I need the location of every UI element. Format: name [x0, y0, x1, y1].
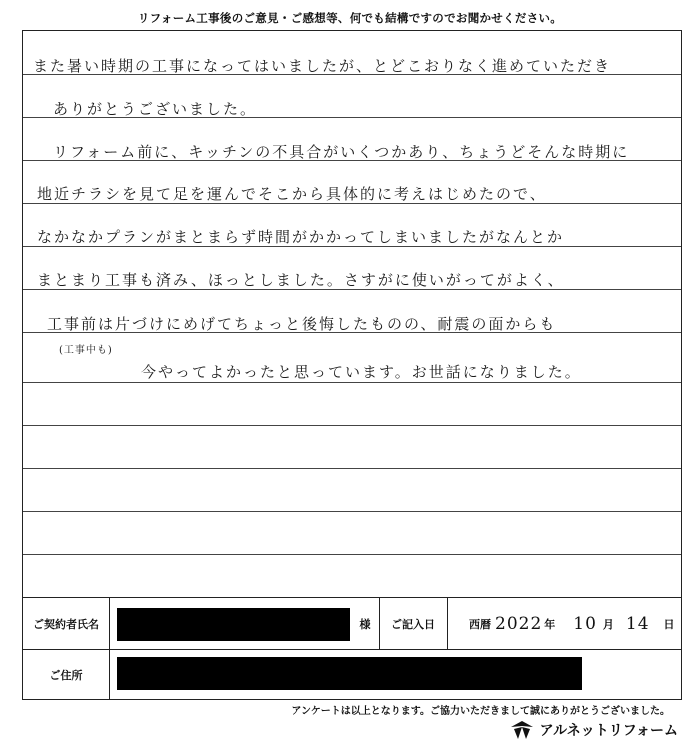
comment-line: また暑い時期の工事になってはいましたが、とどこおりなく進めていただき	[33, 57, 612, 75]
comment-line: 地近チラシを見て足を運んでそこから具体的に考えはじめたので、	[37, 185, 547, 203]
comment-line: 工事前は片づけにめげてちょっと後悔したものの、耐震の面からも	[47, 315, 557, 333]
address-label: ご住所	[49, 668, 83, 682]
cell-divider	[447, 598, 448, 649]
day-unit: 日	[663, 617, 675, 631]
date-field	[469, 598, 675, 649]
form-table	[23, 597, 681, 700]
comment-line: 今やってよかったと思っています。お世話になりました。	[141, 363, 582, 381]
redacted-address	[117, 657, 582, 690]
date-day: 14	[625, 613, 650, 634]
redacted-name	[117, 608, 350, 641]
comment-insert-note: (工事中も)	[59, 345, 113, 356]
date-month: 10	[573, 613, 597, 634]
arnet-logo-icon	[510, 720, 534, 740]
comment-line: まとまり工事も済み、ほっとしました。さすがに使いがってがよく、	[37, 271, 565, 289]
brand-name: アルネットリフォーム	[539, 723, 678, 739]
era-label: 西暦	[469, 617, 491, 631]
cell-divider	[109, 598, 110, 649]
year-unit: 年	[544, 617, 556, 631]
footer-thanks: アンケートは以上となります。ご協力いただきまして誠にありがとうございました。	[291, 706, 670, 717]
survey-sheet	[22, 30, 682, 700]
name-label: ご契約者氏名	[33, 617, 99, 631]
handwritten-comment	[23, 31, 681, 597]
cell-divider	[109, 649, 110, 700]
comment-line: ありがとうございました。	[53, 100, 258, 118]
date-label: ご記入日	[391, 617, 435, 631]
survey-header: リフォーム工事後のご意見・ご感想等、何でも結構ですのでお聞かせください。	[137, 11, 563, 25]
name-date-row	[23, 598, 681, 650]
month-unit: 月	[602, 617, 614, 631]
address-row	[23, 649, 681, 700]
date-year: 2022	[495, 613, 543, 634]
honorific-label: 様	[359, 617, 371, 631]
brand-logo	[510, 718, 678, 742]
comment-line: リフォーム前に、キッチンの不具合がいくつかあり、ちょうどそんな時期に	[53, 143, 630, 161]
comment-line: なかなかプランがまとまらず時間がかかってしまいましたがなんとか	[37, 228, 565, 246]
